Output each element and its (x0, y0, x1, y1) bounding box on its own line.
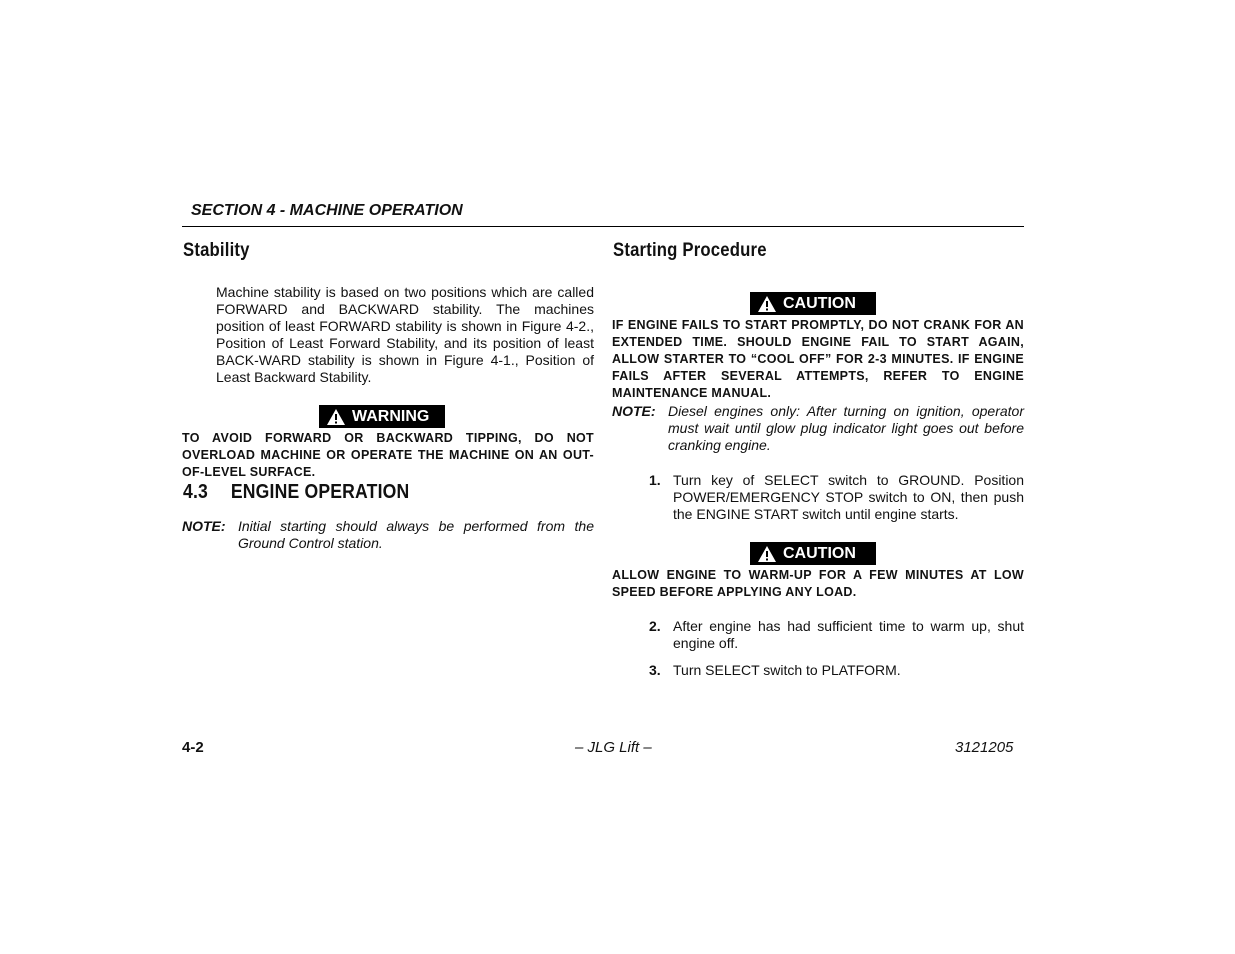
left-note-label: NOTE: (182, 518, 226, 534)
stability-heading: Stability (183, 240, 250, 261)
right-note-label: NOTE: (612, 403, 656, 419)
section-title: SECTION 4 - MACHINE OPERATION (191, 202, 463, 219)
warning-label (319, 405, 445, 428)
step-1-text: Turn key of SELECT switch to GROUND. Position POWER/EMERGENCY STOP switch to ON, then push the ENGINE START switch until engine starts. (673, 472, 1024, 522)
caution-label-1-text: CAUTION (783, 294, 856, 312)
caution-1-text: IF ENGINE FAILS TO START PROMPTLY, DO NOT CRANK FOR AN EXTENDED TIME. SHOULD ENGINE FAIL TO START AGAIN, ALLOW STARTER TO “COOL OFF” FOR 2-3 MINUTES. IF ENGINE FAILS AFTER SEVERAL ATTEMPTS, REFER TO ENGINE MAINTENANCE MANUAL. (612, 318, 1024, 400)
left-note-text: Initial starting should always be performed from the Ground Control station. (238, 518, 594, 551)
page-number: 4-2 (182, 739, 204, 756)
warning-triangle-icon (326, 408, 346, 426)
caution-label-2 (750, 542, 876, 565)
caution-triangle-icon (757, 295, 777, 313)
step-2-number: 2. (649, 618, 661, 634)
header-divider (182, 226, 1024, 227)
warning-label-text: WARNING (352, 407, 430, 425)
step-3-number: 3. (649, 662, 661, 678)
engine-operation-heading (183, 481, 409, 504)
caution-label-1 (750, 292, 876, 315)
caution-label-2-text: CAUTION (783, 544, 856, 562)
document-number: 3121205 (955, 739, 1014, 756)
starting-procedure-heading: Starting Procedure (613, 240, 767, 261)
engine-heading-number: 4.3 (183, 481, 208, 503)
footer-center-text: – JLG Lift – (575, 739, 652, 756)
caution-2-text: ALLOW ENGINE TO WARM-UP FOR A FEW MINUTES AT LOW SPEED BEFORE APPLYING ANY LOAD. (612, 568, 1024, 599)
caution-triangle-icon (757, 545, 777, 563)
step-2-text: After engine has had sufficient time to warm up, shut engine off. (673, 618, 1024, 651)
engine-heading-title: ENGINE OPERATION (230, 481, 410, 503)
warning-text: TO AVOID FORWARD OR BACKWARD TIPPING, DO NOT OVERLOAD MACHINE OR OPERATE THE MACHINE ON AN OUT-OF-LEVEL SURFACE. (182, 431, 594, 479)
step-1-number: 1. (649, 472, 661, 488)
step-3-text: Turn SELECT switch to PLATFORM. (673, 662, 901, 678)
right-note-text: Diesel engines only: After turning on ignition, operator must wait until glow plug indicator light goes out before cranking engine. (668, 403, 1024, 453)
stability-paragraph: Machine stability is based on two positions which are called FORWARD and BACKWARD stability. The machines position of least FORWARD stability is shown in Figure 4-2., Position of Least Forward Stability, and its position of least BACK-WARD stability is shown in Figure 4-1., Position of Least Backward Stability. (216, 284, 594, 385)
